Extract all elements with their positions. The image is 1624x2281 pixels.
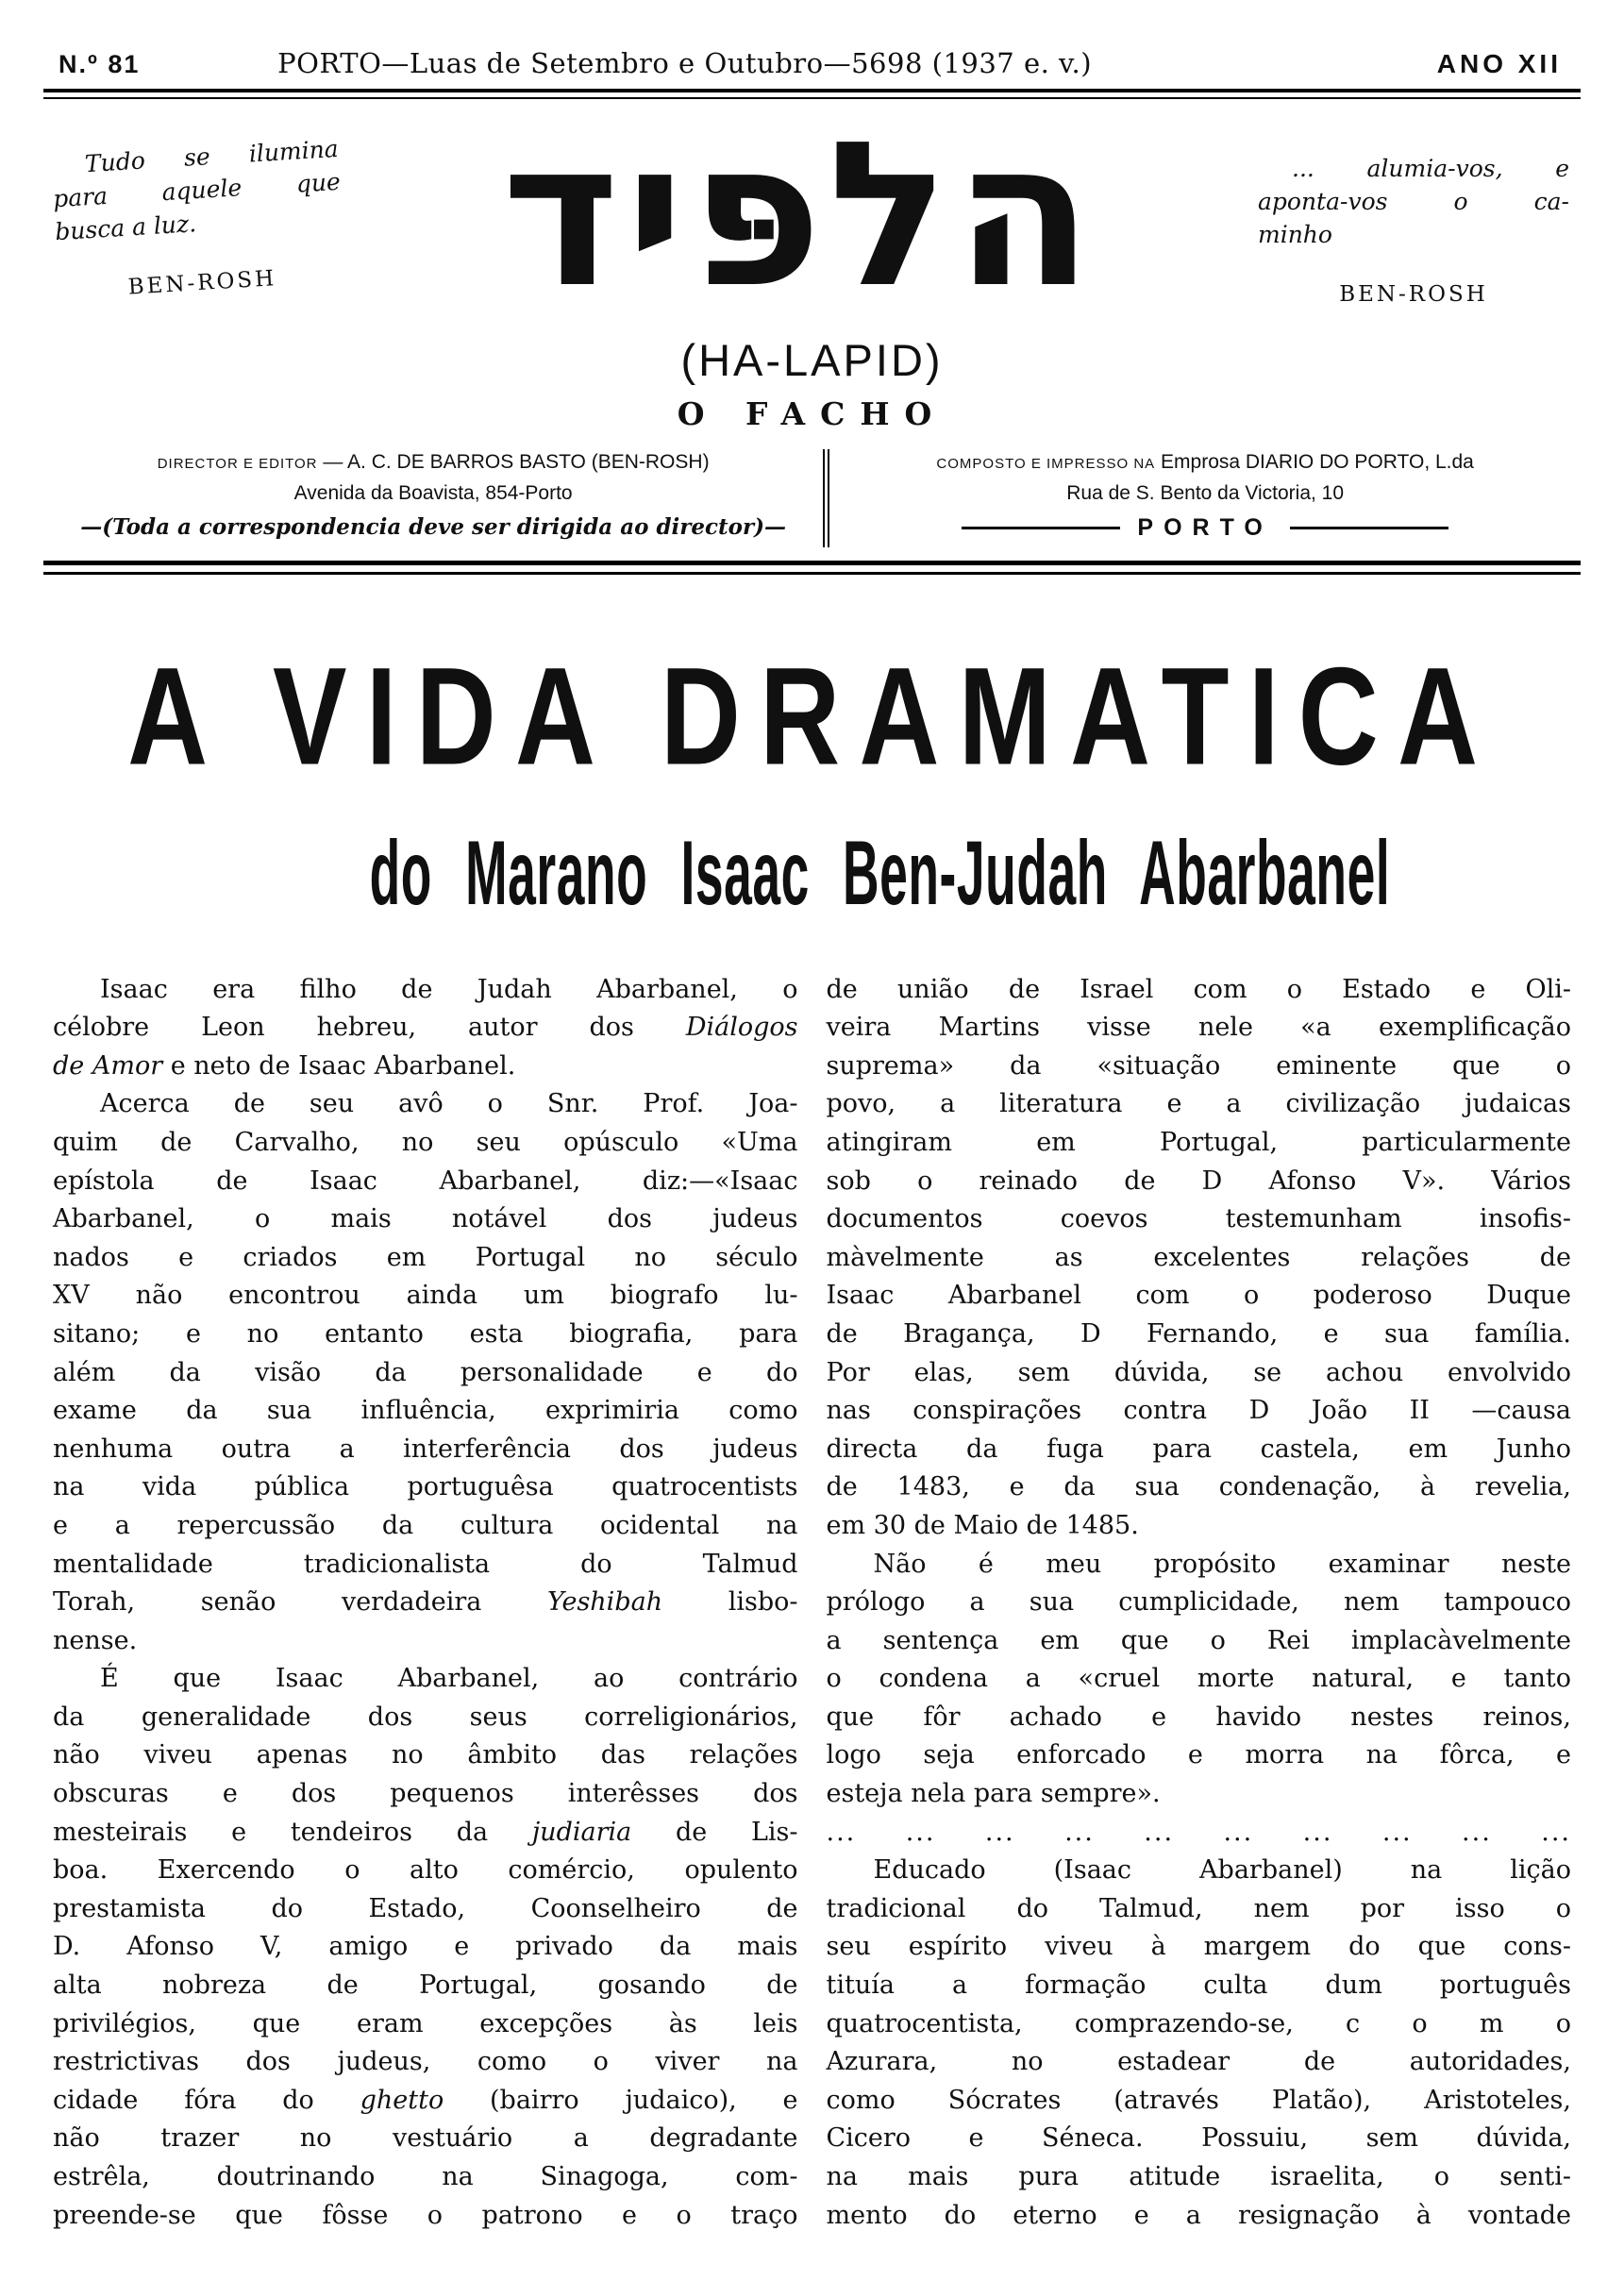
text-line: não viveu apenas no âmbito das relações [53,1740,798,1770]
motto-right-line: aponta-vos o ca- [1258,188,1569,215]
masthead [0,98,1624,331]
issue-number: N.º 81 [59,50,141,78]
text-line: Educado (Isaac Abarbanel) na lição [873,1855,1571,1886]
text-line: mesteirais e tendeiros da judiaria de Lis- [53,1817,798,1847]
text-line: XV não encontrou ainda um biografo lu- [53,1281,798,1311]
motto-right [1258,124,1569,321]
text-line: tradicional do Talmud, nem por isso o [826,1893,1571,1923]
text-line: exame da sua influência, exprimiria como [53,1396,798,1426]
text-line: prestamista do Estado, Coonselheiro de [53,1893,798,1923]
paragraph [53,1085,798,1660]
text-line: e a repercussão da cultura ocidental na [53,1510,798,1540]
text-line: o condena a «cruel morte natural, e tanto [826,1664,1571,1694]
text-line: veira Martins visse nele «a exemplificação [826,1013,1571,1043]
paragraph [827,1546,1572,1814]
printer-line [845,451,1565,474]
text-line: Azurara, no estadear de autoridades, [826,2047,1571,2077]
printer-address: Rua de S. Bento da Victoria, 10 [1066,481,1345,504]
text-line: privilégios, que eram excepções às leis [53,2008,798,2038]
text-line: nas conspirações contra D João II —causa [826,1396,1571,1426]
motto-right-line: minho [1258,221,1332,248]
printer-value: Emprosa DIARIO DO PORTO, L.da [1161,450,1474,473]
body-column-left [53,971,798,2236]
text-line: na vida pública portuguêsa quatrocentists [53,1472,798,1502]
motto-left [49,115,348,329]
text-line: povo, a literatura e a civilização judaicas [826,1089,1571,1119]
text-line: da generalidade dos seus correligionários, [53,1702,798,1732]
text-line: preende-se que fôsse o patrono e o traço [53,2200,798,2230]
imprint-director [59,449,823,547]
text-line: Torah, senão verdadeira Yeshibah lisbo- [53,1587,798,1618]
text-line: alta nobreza de Portugal, gosando de [53,1971,798,2001]
text-line: tituía a formação culta dum português [826,1971,1571,2001]
text-line: de Bragança, D Fernando, e sua família. [826,1318,1571,1349]
text-line: Abarbanel, o mais notável dos judeus [53,1204,798,1234]
text-line: como Sócrates (através Platão), Aristoteles, [826,2085,1571,2115]
text-line: nenhuma outra a interferência dos judeus [53,1434,798,1464]
director-line [59,451,808,474]
dash-rule [962,527,1120,529]
paragraph [827,971,1572,1546]
page-header [0,0,1624,79]
text-line: obscuras e dos pequenos interêsses dos [53,1779,798,1809]
paragraph [827,1852,1572,2235]
text-line: de 1483, e da sua condenação, à revelia, [826,1472,1571,1502]
ellipsis-separator [827,1814,1572,1853]
text-line: documentos coevos testemunham insofis- [826,1204,1571,1234]
motto-left-signature: BEN-ROSH [127,266,277,300]
text-line: esteja nela para sempre». [826,1779,1161,1809]
article-body [0,971,1624,2236]
section-rule [43,561,1581,575]
article-title-wrap [0,637,1624,795]
text-line: logo seja enforcado e morra na fôrca, e [826,1740,1571,1770]
text-line: quim de Carvalho, no seu opúsculo «Uma [53,1127,798,1157]
imprint-block [59,449,1565,547]
text-line: mento do eterno e a resignação à vontade [826,2200,1571,2230]
text-line: sob o reinado de D Afonso V». Vários [826,1166,1571,1196]
dateline: PORTO—Luas de Setembro e Outubro—5698 (1937 e. v.) [277,47,1093,79]
motto-left-line: busca a luz. [54,210,197,246]
translated-title: O FACHO [677,394,947,432]
text-line: que fôr achado e havido nestes reinos, [826,1702,1571,1732]
text-line: não trazer no vestuário a degradante [53,2123,798,2154]
text-line: nense. [53,1625,138,1655]
text-line: quatrocentista, comprazendo-se, c o m o [826,2008,1571,2038]
text-line: cidade fóra do ghetto (bairro judaico), e [53,2085,798,2115]
text-line: Por elas, sem dúvida, se achou envolvido [826,1357,1571,1387]
text-line: seu espírito viveu à margem do que cons- [826,1932,1571,1962]
text-line: sitano; e no entanto esta biografia, para [53,1318,798,1349]
text-line: epístola de Isaac Abarbanel, diz:—«Isaac [53,1166,798,1196]
text-line: estrêla, doutrinando na Sinagoga, com- [53,2162,798,2191]
year-label: ANO XII [1436,49,1562,78]
text-line: restrictivas dos judeus, como o viver na [53,2047,798,2077]
motto-right-line: ... alumia-vos, e [1292,155,1569,182]
imprint-printer [823,449,1565,547]
motto-left-line: Tudo se ilumina [84,134,340,178]
text-line: ... ... ... ... ... ... ... ... ... ... [826,1817,1571,1847]
director-address: Avenida da Boavista, 854-Porto [293,481,573,504]
paragraph [53,1660,798,2235]
text-line: Não é meu propósito examinar neste [873,1549,1571,1579]
text-line: É que Isaac Abarbanel, ao contrário [100,1664,798,1694]
body-column-right [827,971,1572,2236]
text-line: boa. Exercendo o alto comércio, opulento [53,1855,798,1886]
text-line: de Amor e neto de Isaac Abarbanel. [53,1050,516,1081]
romanized-title: (HA-LAPID) [680,334,944,385]
hebrew-masthead-logo: הלפּיד [501,98,1099,331]
director-value: — A. C. DE BARROS BASTO (BEN-ROSH) [323,450,710,473]
article-title: A VIDA DRAMATICA [126,638,1498,795]
motto-left-line: para aquele que [52,167,342,213]
text-line: suprema» da «situação eminente que o [826,1050,1571,1081]
text-line: mentalidade tradicionalista do Talmud [53,1549,798,1579]
motto-right-signature: BEN-ROSH [1339,282,1488,307]
text-line: em 30 de Maio de 1485. [826,1510,1139,1540]
paragraph [53,971,798,1086]
dash-rule [1290,527,1448,529]
printer-city-line [845,514,1565,542]
text-line: prólogo a sua cumplicidade, nem tampouco [826,1587,1571,1618]
text-line: Isaac Abarbanel com o poderoso Duque [826,1281,1571,1311]
text-line: directa da fuga para castela, em Junho [826,1434,1571,1464]
text-line: na mais pura atitude israelita, o senti- [826,2162,1571,2191]
text-line: a sentença em que o Rei implacàvelmente [826,1625,1571,1655]
text-line: Cicero e Séneca. Possuiu, sem dúvida, [826,2123,1571,2154]
text-line: atingiram em Portugal, particularmente [826,1127,1571,1157]
printer-label: COMPOSTO E IMPRESSO NA [936,455,1156,472]
printer-city: PORTO [1137,513,1273,541]
text-line: além da visão da personalidade e do [53,1357,798,1387]
text-line: Acerca de seu avô o Snr. Prof. Joa- [100,1089,798,1119]
text-line: nados e criados em Portugal no século [53,1242,798,1272]
text-line: de união de Israel com o Estado e Oli- [826,974,1571,1004]
correspondence-note: —(Toda a correspondencia deve ser dirigida ao director)— [80,513,786,540]
article-subtitle-wrap [0,822,1624,924]
text-line: célobre Leon hebreu, autor dos Diálogos [53,1013,798,1043]
text-line: D. Afonso V, amigo e privado da mais [53,1932,798,1962]
text-line: màvelmente as excelentes relações de [826,1242,1571,1272]
text-line: Isaac era filho de Judah Abarbanel, o [100,974,798,1004]
article-subtitle: do Marano Isaac Ben-Judah Abarbanel [369,822,1391,924]
director-label: DIRECTOR E EDITOR [157,455,318,472]
